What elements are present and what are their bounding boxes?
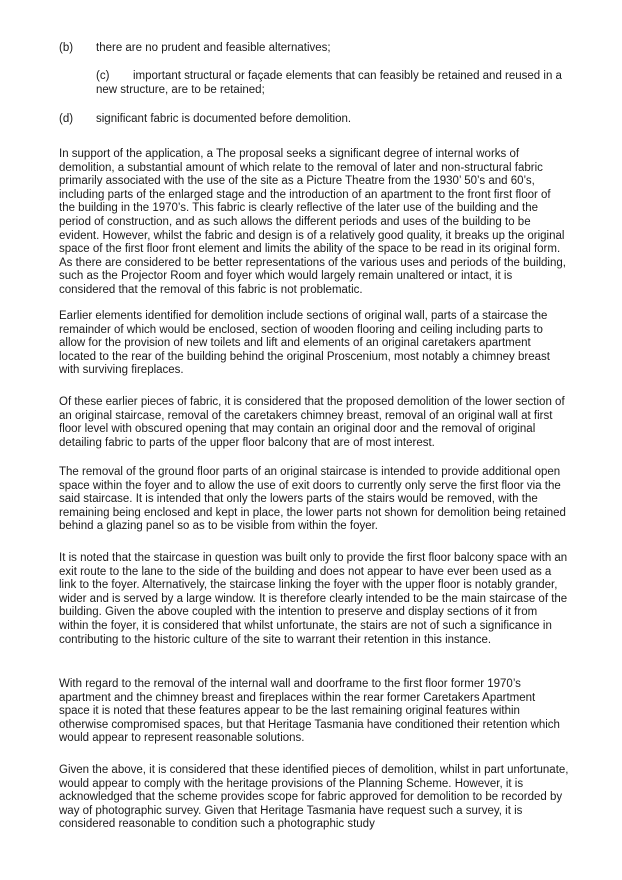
list-item-label: (d) [59, 113, 74, 125]
paragraph-conclusion: Given the above, it is considered that these identified pieces of demolition, whilst in part unfortunate, would appear to comply with the heritage provisions of the Planning Scheme. However, it is acknowledged that the scheme provides scope for fabric approved for demolition to be recorded by way of photographic survey. Given that Heritage Tasmania have request such a survey, it is considered reasonable to condition such a photographic study [59, 764, 569, 831]
list-item-text: there are no prudent and feasible alternatives; [96, 42, 331, 54]
paragraph-earlier-fabric: Of these earlier pieces of fabric, it is considered that the proposed demolition of the lower section of an original staircase, removal of the caretakers chimney breast, removal of an original wall at first floor level with obscured opening that may contain an original door and the removal of original detailing fabric to parts of the upper floor balcony that are of most interest. [59, 396, 565, 449]
paragraph-staircase-assessment: It is noted that the staircase in question was built only to provide the first floor balcony space with an exit route to the lane to the side of the building and does not appear to have ever been used as a link to the foyer. Alternatively, the staircase linking the foyer with the upper floor is notably grander, wider and is served by a large window. It is therefore clearly intended to be the main staircase of the building. Given the above coupled with the intention to preserve and display sections of it from within the foyer, it is considered that whilst unfortunate, the stairs are not of such a significance in contributing to the historic culture of the site to warrant their retention in this instance. [59, 552, 568, 646]
paragraph-wall-chimney: With regard to the removal of the internal wall and doorframe to the first floor former 1970’s apartment and the chimney breast and fireplaces within the rear former Caretakers Apartment space it is noted that these features appear to be the last remaining original features within otherwise compromised spaces, but that Heritage Tasmania have conditioned their retention which would appear to represent reasonable solutions. [59, 678, 560, 745]
list-item-label: (c) [96, 70, 110, 82]
paragraph-earlier-elements: Earlier elements identified for demolition include sections of original wall, parts of a staircase the remainder of which would be enclosed, section of wooden flooring and ceiling including parts to allow for the provision of new toilets and lift and elements of an original caretakers apartment located to the rear of the building behind the original Proscenium, most notably a chimney breast with surviving fireplaces. [59, 310, 550, 377]
list-item-text: important structural or façade elements that can feasibly be retained and reused in a new structure, are to be retained; [96, 70, 562, 96]
paragraph-proposal-summary: In support of the application, a The proposal seeks a significant degree of internal works of demolition, a substantial amount of which relate to the removal of later and non-structural fabric primarily associated with the use of the site as a Picture Theatre from the 1930’ 50’s and 60’s, including parts of the enlarged stage and the introduction of an apartment to the front first floor of the building in the 1970’s. This fabric is clearly reflective of the later use of the building and the period of construction, and as such allows the different periods and uses of the building to be evident. However, whilst the fabric and design is of a relatively good quality, it breaks up the original space of the first floor front element and limits the ability of the space to be read in its original form. As there are considered to be better representations of the various uses and periods of the building, such as the Projector Room and foyer which would largely remain unaltered or intact, it is considered that the removal of this fabric is not problematic. [59, 148, 566, 296]
list-item-label: (b) [59, 42, 74, 54]
list-item-text: significant fabric is documented before demolition. [96, 113, 352, 125]
list-item-c [96, 70, 566, 97]
paragraph-staircase-removal: The removal of the ground floor parts of an original staircase is intended to provide additional open space within the foyer and to allow the use of exit doors to currently only serve the first floor via the said staircase. It is intended that only the lowers parts of the stairs would be removed, with the remaining being enclosed and kept in place, the lower parts not shown for demolition being retained behind a glazing panel so as to be visible from within the foyer. [59, 466, 566, 533]
